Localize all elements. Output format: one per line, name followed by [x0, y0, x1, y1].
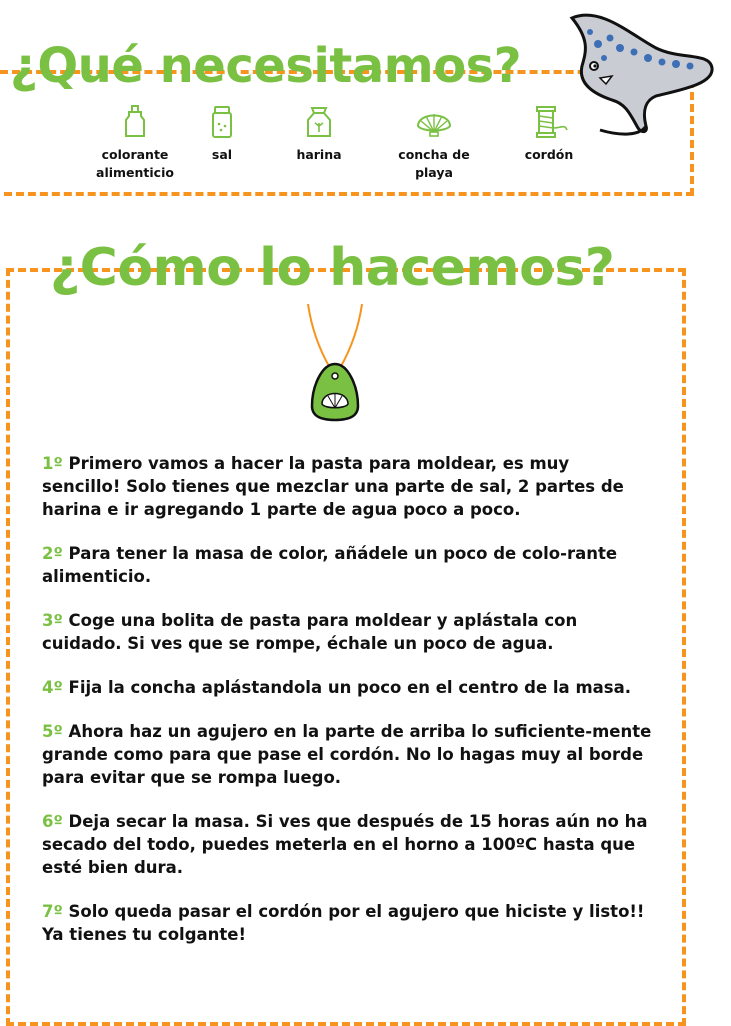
step-text: Deja secar la masa. Si ves que después de 15 horas aún no ha secado del todo, puedes meterla en el horno a 100ºC hasta que esté bien dura.: [42, 812, 648, 877]
step-number: 4º: [42, 678, 63, 697]
ingredient-label: concha de: [398, 147, 470, 162]
stingray-icon: [560, 4, 720, 140]
step-number: 1º: [42, 454, 63, 473]
ingredient-label: playa: [415, 165, 453, 180]
seashell-icon: [414, 104, 454, 140]
bottle-icon: [120, 104, 150, 140]
step-1: [42, 452, 652, 521]
needs-title: ¿Qué necesitamos?: [10, 38, 522, 94]
ingredient-label: colorante: [101, 147, 169, 162]
how-title: ¿Cómo lo hacemos?: [50, 238, 615, 298]
steps-list: [42, 452, 652, 967]
step-7: [42, 900, 652, 946]
step-number: 3º: [42, 611, 63, 630]
ingredient-sal: [200, 104, 244, 164]
ingredient-concha: [392, 104, 476, 182]
step-text: Fija la concha aplástandola un poco en el centro de la masa.: [68, 678, 631, 697]
step-text: Para tener la masa de color, añádele un poco de colo-rante alimenticio.: [42, 544, 618, 586]
step-5: [42, 720, 652, 789]
salt-shaker-icon: [207, 104, 237, 140]
step-text: Solo queda pasar el cordón por el agujero que hiciste y listo!! Ya tienes tu colgante!: [42, 902, 645, 944]
step-number: 7º: [42, 902, 63, 921]
step-6: [42, 810, 652, 879]
ingredient-label: harina: [296, 147, 342, 162]
step-text: Coge una bolita de pasta para moldear y aplástala con cuidado. Si ves que se rompe, échale un poco de agua.: [42, 611, 578, 653]
ingredient-colorante: [92, 104, 178, 182]
ingredient-harina: [284, 104, 354, 164]
ingredient-cordon: [518, 104, 580, 164]
step-number: 5º: [42, 722, 63, 741]
step-text: Ahora haz un agujero en la parte de arriba lo suficiente-mente grande como para que pase el cordón. No lo hagas muy al borde para evitar que se rompa luego.: [42, 722, 652, 787]
step-number: 6º: [42, 812, 63, 831]
thread-spool-icon: [529, 104, 569, 140]
step-text: Primero vamos a hacer la pasta para moldear, es muy sencillo! Solo tienes que mezclar una parte de sal, 2 partes de harina e ir agregando 1 parte de agua poco a poco.: [42, 454, 624, 519]
step-3: [42, 609, 652, 655]
pendant-icon: [300, 302, 370, 426]
step-2: [42, 542, 652, 588]
flour-bag-icon: [304, 104, 334, 140]
ingredient-label: cordón: [524, 147, 574, 162]
ingredient-label: alimenticio: [96, 165, 174, 180]
ingredient-label: sal: [211, 147, 233, 162]
step-number: 2º: [42, 544, 63, 563]
step-4: [42, 676, 652, 699]
